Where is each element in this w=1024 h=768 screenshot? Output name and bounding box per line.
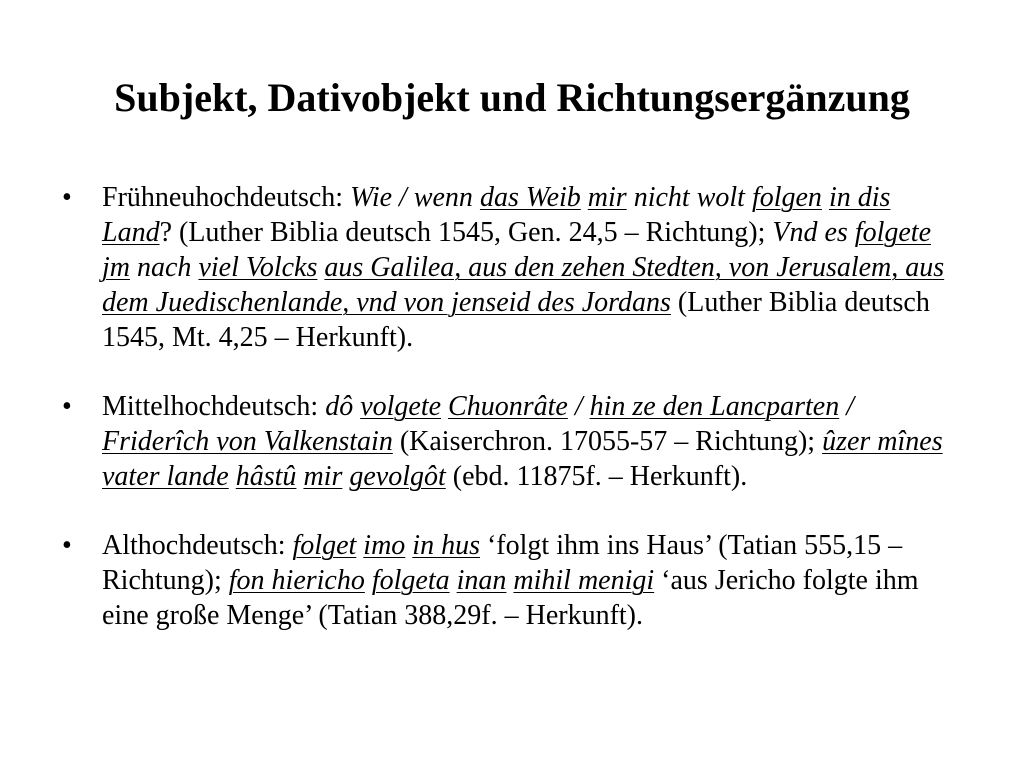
- italic-text: dô: [325, 391, 361, 422]
- text-segment: (ebd. 11875f. – Herkunft).: [445, 461, 748, 492]
- underlined-phrase: Chuonrâte: [448, 391, 568, 422]
- bullet-icon: [62, 528, 82, 563]
- italic-text: /: [839, 391, 855, 422]
- bullet-icon: [62, 180, 82, 215]
- text-segment: ‘aus Jericho folgte ihm eine große Menge’ (Tatian 388,29f. – Herkunft).: [102, 565, 919, 631]
- italic-text: [822, 182, 829, 213]
- underlined-phrase: folgen: [751, 182, 822, 213]
- underlined-phrase: viel Volcks: [198, 252, 318, 283]
- underlined-phrase: folgeta: [371, 565, 450, 596]
- underlined-phrase: gevolgôt: [349, 461, 446, 492]
- text-segment: (Luther Biblia deutsch 1545, Mt. 4,25 – Herkunft).: [102, 287, 930, 353]
- text-segment: Frühneuhochdeutsch:: [102, 182, 351, 213]
- bullet-list: [62, 180, 962, 667]
- italic-text: Vnd es: [772, 217, 855, 248]
- bullet-item: [62, 180, 962, 355]
- underlined-phrase: in dis Land: [102, 182, 891, 248]
- underlined-phrase: mir: [587, 182, 627, 213]
- bullet-item: [62, 528, 962, 633]
- italic-text: nicht wolt: [626, 182, 752, 213]
- underlined-phrase: aus Galilea, aus den zehen Stedten, von Jerusalem, aus dem Juedischenlande, vnd von jenseid des Jordans: [102, 252, 945, 318]
- underlined-phrase: in hus: [412, 530, 480, 561]
- italic-text: [229, 461, 236, 492]
- underlined-phrase: hin ze den Lancparten: [589, 391, 840, 422]
- bullet-text: [102, 530, 919, 631]
- bullet-text: [102, 391, 943, 492]
- underlined-phrase: ûzer mînes vater lande: [102, 426, 943, 492]
- text-segment: (Kaiserchron. 17055-57 – Richtung);: [392, 426, 823, 457]
- underlined-phrase: mihil menigi: [513, 565, 655, 596]
- bullet-icon: [62, 389, 82, 424]
- text-segment: ? (Luther Biblia deutsch 1545, Gen. 24,5 – Richtung);: [159, 217, 773, 248]
- text-segment: Althochdeutsch:: [102, 530, 293, 561]
- text-segment: Mittelhochdeutsch:: [102, 391, 326, 422]
- underlined-phrase: volgete: [360, 391, 442, 422]
- bullet-text: [102, 182, 944, 353]
- italic-text: /: [567, 391, 590, 422]
- underlined-phrase: imo: [363, 530, 406, 561]
- italic-text: [581, 182, 588, 213]
- underlined-phrase: folget: [292, 530, 357, 561]
- slide-title: Subjekt, Dativobjekt und Richtungsergänzung: [114, 75, 910, 120]
- underlined-phrase: Friderîch von Valkenstain: [102, 426, 393, 457]
- underlined-phrase: inan: [456, 565, 507, 596]
- underlined-phrase: jm: [102, 252, 130, 283]
- underlined-phrase: das Weib: [479, 182, 581, 213]
- underlined-phrase: mir: [303, 461, 343, 492]
- underlined-phrase: hâstû: [235, 461, 297, 492]
- italic-text: [441, 391, 448, 422]
- underlined-phrase: fon hiericho: [228, 565, 365, 596]
- italic-text: [365, 565, 372, 596]
- text-segment: ‘folgt ihm ins Haus’ (Tatian 555,15 – Richtung);: [102, 530, 903, 596]
- bullet-item: [62, 389, 962, 494]
- italic-text: nach: [130, 252, 199, 283]
- underlined-phrase: folgete: [854, 217, 931, 248]
- italic-text: [450, 565, 457, 596]
- italic-text: Wie / wenn: [350, 182, 480, 213]
